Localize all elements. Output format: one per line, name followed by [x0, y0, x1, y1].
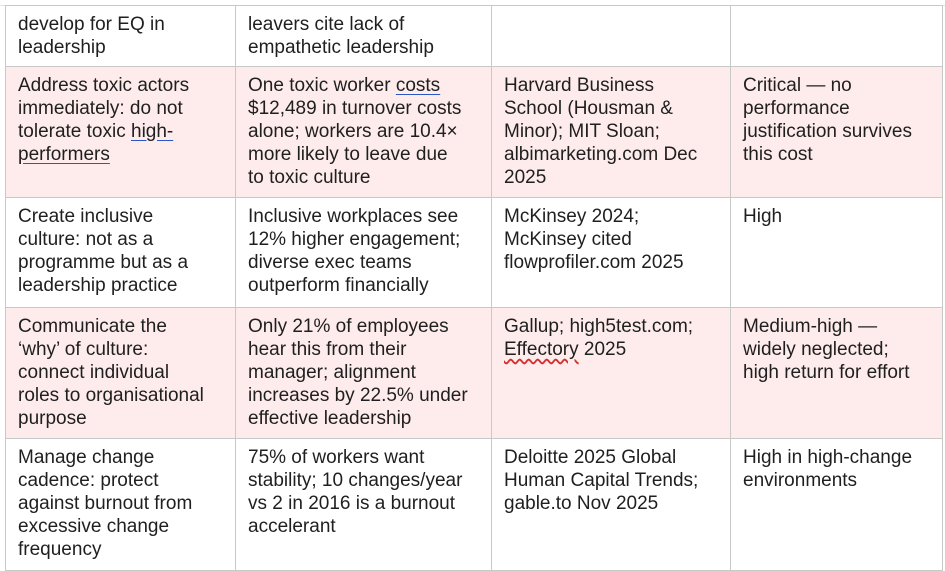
table-cell-action[interactable] [6, 308, 236, 439]
cell-text: Medium-high — widely neglected; high return for effort [743, 316, 910, 383]
cell-text: 75% of workers want stability; 10 changes/year vs 2 in 2016 is a burnout accelerant [248, 447, 463, 537]
table-cell-source[interactable] [492, 6, 731, 67]
cell-text: Harvard Business School (Housman & Minor); MIT Sloan; albimarketing.com Dec 2025 [504, 75, 698, 188]
cell-text: One toxic worker costs $12,489 in turnover costs alone; workers are 10.4× more likely to leave due to toxic culture [248, 75, 462, 188]
table-cell-evidence[interactable] [236, 439, 492, 571]
table-cell-evidence[interactable] [236, 6, 492, 67]
table-cell-action[interactable] [6, 198, 236, 308]
proofing-marked-word: high- performers [18, 121, 174, 165]
cell-text: Manage change cadence: protect against burnout from excessive change frequency [18, 447, 193, 560]
cell-text: develop for EQ in leadership [18, 14, 165, 58]
cell-text: Communicate the ‘why’ of culture: connect individual roles to organisational purpose [18, 316, 204, 429]
table-row [6, 198, 943, 308]
cell-text: McKinsey 2024; McKinsey cited flowprofiler.com 2025 [504, 206, 684, 273]
table-row [6, 308, 943, 439]
cell-text: leavers cite lack of empathetic leadership [248, 14, 434, 58]
table-cell-action[interactable] [6, 67, 236, 198]
table-cell-priority[interactable] [731, 308, 943, 439]
proofing-marked-word: Effectory [504, 339, 579, 360]
table-row [6, 439, 943, 571]
table-cell-action[interactable] [6, 6, 236, 67]
cell-text: High [743, 206, 783, 227]
table-row [6, 67, 943, 198]
table-cell-evidence[interactable] [236, 67, 492, 198]
table-cell-source[interactable] [492, 308, 731, 439]
cell-text: Gallup; high5test.com; Effectory 2025 [504, 316, 694, 360]
table-cell-evidence[interactable] [236, 198, 492, 308]
cell-text: Deloitte 2025 Global Human Capital Trends; gable.to Nov 2025 [504, 447, 699, 514]
table-cell-source[interactable] [492, 67, 731, 198]
proofing-marked-word: costs [395, 75, 441, 96]
table-cell-source[interactable] [492, 439, 731, 571]
cell-text: Create inclusive culture: not as a programme but as a leadership practice [18, 206, 189, 296]
table-cell-priority[interactable] [731, 198, 943, 308]
table-cell-action[interactable] [6, 439, 236, 571]
cell-text: Critical — no performance justification survives this cost [743, 75, 912, 165]
table-cell-source[interactable] [492, 198, 731, 308]
cell-text: Address toxic actors immediately: do not tolerate toxic high- performers [18, 75, 190, 165]
table-cell-priority[interactable] [731, 6, 943, 67]
cell-text: High in high-change environments [743, 447, 913, 491]
cell-text: Only 21% of employees hear this from their manager; alignment increases by 22.5% under effective leadership [248, 316, 468, 429]
table-cell-priority[interactable] [731, 67, 943, 198]
cell-text: Inclusive workplaces see 12% higher engagement; diverse exec teams outperform financially [248, 206, 461, 296]
recommendations-table [5, 5, 943, 571]
table-row [6, 6, 943, 67]
table-cell-priority[interactable] [731, 439, 943, 571]
table-cell-evidence[interactable] [236, 308, 492, 439]
